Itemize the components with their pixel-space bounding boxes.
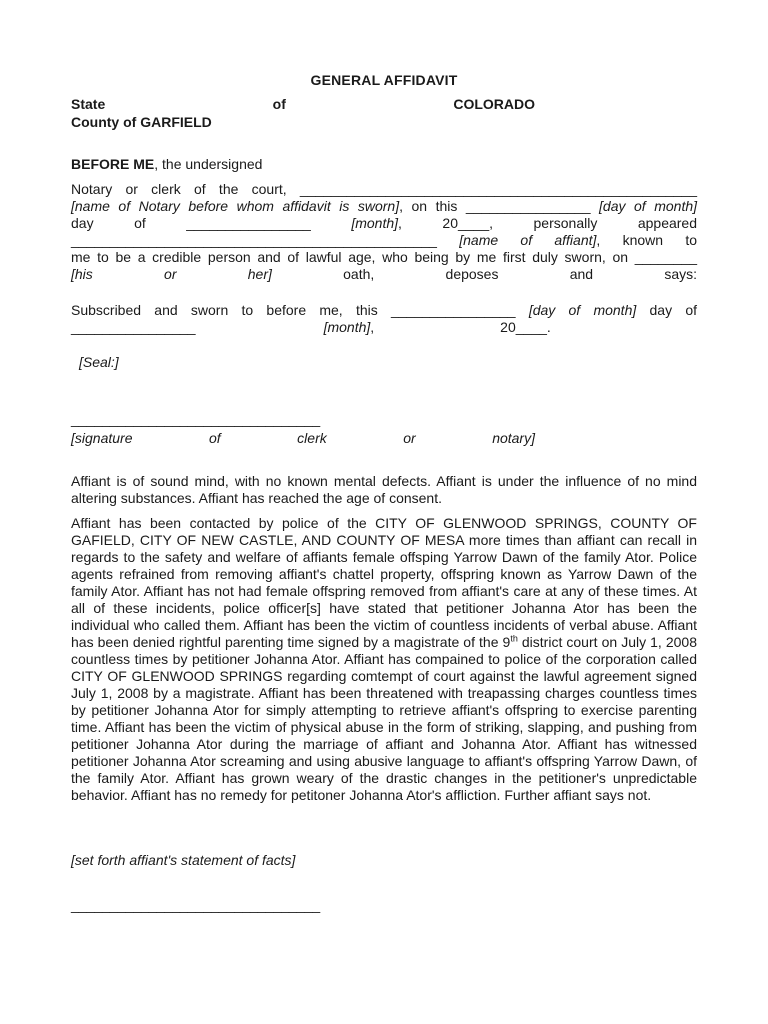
before-me-line	[71, 156, 262, 172]
notary-line-5: me to be a credible person and of lawful age, who being by me first duly sworn, on ________	[71, 249, 697, 265]
signature-line: ________________________________	[71, 411, 321, 427]
state-value: COLORADO	[453, 96, 535, 112]
subscribed-line-2: ________________ [month], 20____.	[71, 319, 551, 335]
notary-line-1: Notary or clerk of the court, ___________________________________________________	[71, 181, 697, 197]
statement-paragraph: Affiant has been contacted by police of the CITY OF GLENWOOD SPRINGS, COUNTY OF GAFIELD, CITY OF NEW CASTLE, AND COUNTY OF MESA more times than affiant can recall in regards to the safety and welfare of affiants female offsping Yarrow Dawn of the family Ator. Police agents refrained from removing affiant's chattel property, offspring known as Yarrow Dawn of the family Ator. Affiant has not had female offspring removed from affiant's care at any of these times. At all of these incidents, police officer[s] have stated that petitioner Johanna Ator has been the individual who called them. Affiant has been the victim of countless incidents of verbal abuse. Affiant has been denied rightful parenting time signed by a magistrate of the 9th district court on July 1, 2008 countless times by petitioner Johanna Ator. Affiant has compained to police of the corporation called CITY OF GLENWOOD SPRINGS regarding comtempt of court against the lawful agreement signed July 1, 2008 by a magistrate. Affiant has been threatened with treapassing charges countless times by petitioner Johanna Ator for simply attempting to retrieve affiant's offspring to exercise parenting time. Affiant has been the victim of physical abuse in the form of striking, slapping, and pushing from petitioner Johanna Ator during the marriage of affiant and Johanna Ator. Affiant has witnessed petitioner Johanna Ator screaming and using abusive language to affiant's offspring Yarrow Dawn, of the family Ator. Affiant has grown weary of the drastic changes in the petitioner's unpredictable behavior. Affiant has no remedy for petitoner Johanna Ator's affliction. Further affiant says not.	[71, 515, 698, 803]
state-label: State	[71, 96, 106, 112]
before-me-rest: , the undersigned	[154, 156, 263, 172]
signature-caption-word: clerk	[297, 430, 327, 446]
notary-line-6: [his or her] oath, deposes and says:	[71, 266, 698, 282]
notary-line-4: _______________________________________________ [name of affiant], known to	[71, 232, 697, 248]
sound-mind-paragraph: Affiant is of sound mind, with no known mental defects. Affiant is under the influence of no mind altering substances. Affiant has reached the age of consent.	[71, 473, 697, 506]
county-line: County of GARFIELD	[71, 114, 212, 130]
notary-line-3: day of ________________ [month], 20____, personally appeared	[71, 215, 697, 231]
of-label: of	[272, 96, 286, 112]
signature-caption	[71, 430, 535, 446]
signature-caption-word: [signature	[71, 430, 133, 446]
state-row	[71, 96, 535, 112]
signature-caption-word: of	[208, 430, 221, 446]
document-title: GENERAL AFFIDAVIT	[310, 72, 458, 88]
facts-placeholder: [set forth affiant's statement of facts]	[71, 852, 296, 868]
notary-block	[71, 181, 697, 283]
signature-caption-word: notary]	[492, 430, 535, 446]
seal-placeholder: [Seal:]	[79, 354, 119, 370]
before-me-bold: BEFORE ME	[71, 156, 155, 172]
subscribed-line-1: Subscribed and sworn to before me, this ________________ [day of month] day of	[71, 302, 697, 318]
affiant-signature-line: ________________________________	[71, 897, 321, 913]
signature-caption-word: or	[403, 430, 416, 446]
notary-line-2: [name of Notary before whom affidavit is sworn], on this ________________ [day of month]	[71, 198, 698, 214]
subscribed-block	[71, 302, 697, 336]
